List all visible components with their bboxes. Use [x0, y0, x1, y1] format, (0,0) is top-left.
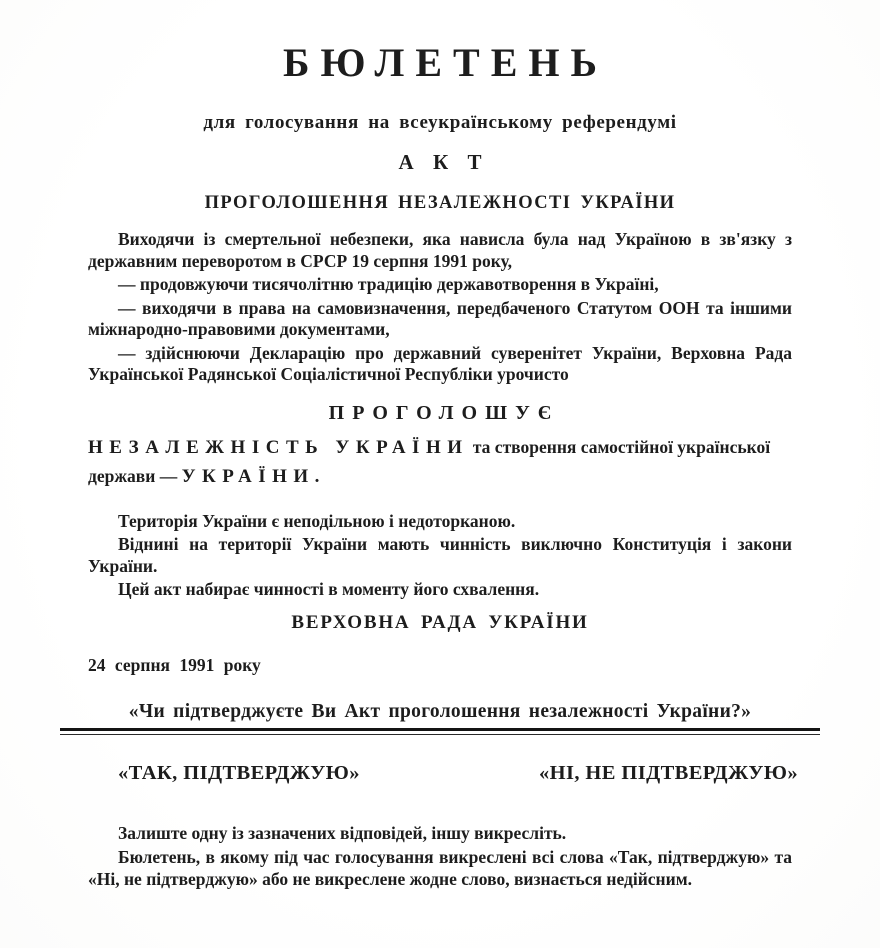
provisions-block	[88, 511, 792, 601]
provision-effective-date: Цей акт набирає чинності в моменту його схвалення.	[118, 579, 540, 599]
clause-self-determination: — виходячи в права на самовизначення, передбаченого Статутом ООН та іншими міжнародно-правовими документами,	[88, 297, 792, 339]
referendum-question: «Чи підтверджуєте Ви Акт проголошення незалежності України?»	[128, 700, 752, 722]
provision-territory: Територія України є неподільною і недоторканою.	[118, 510, 516, 531]
answer-options	[88, 762, 798, 785]
divider-rule	[60, 728, 820, 735]
document-title: БЮЛЕТЕНЬ	[283, 40, 608, 85]
voting-instructions	[88, 823, 792, 891]
proclaims-heading: ПРОГОЛОШУЄ	[328, 401, 560, 424]
answer-no: «НІ, НЕ ПІДТВЕРДЖУЮ»	[538, 761, 798, 784]
ukraine-phrase: УКРАЇНИ.	[181, 465, 326, 487]
date-line: 24 серпня 1991 року	[88, 654, 261, 675]
proclamation-middle-text: та створення самостійної української держави —	[88, 436, 771, 486]
act-body	[88, 229, 792, 386]
proclamation-paragraph	[88, 433, 792, 491]
provision-constitution: Віднині на території України мають чинність виключно Конституція і закони України.	[88, 534, 792, 576]
clause-tradition: — продовжуючи тисячолітню традицію державотворення в Україні,	[118, 274, 659, 294]
document-subtitle: для голосування на всеукраїнському референдумі	[203, 112, 677, 133]
clause-declaration: — здійснюючи Декларацію про державний суверенітет України, Верховна Рада Української Радянської Соціалістичної Республіки урочисто	[88, 342, 792, 384]
independence-phrase: НЕЗАЛЕЖНІСТЬ УКРАЇНИ	[88, 436, 469, 458]
instruction-keep-one: Залиште одну із зазначених відповідей, іншу викресліть.	[118, 822, 567, 843]
signature-line: ВЕРХОВНА РАДА УКРАЇНИ	[291, 611, 589, 633]
act-heading: А К Т	[398, 150, 489, 174]
answer-yes: «ТАК, ПІДТВЕРДЖУЮ»	[118, 761, 360, 784]
preamble-paragraph: Виходячи із смертельної небезпеки, яка нависла була над Україною в зв'язку з державним переворотом в СРСР 19 серпня 1991 року,	[88, 229, 792, 271]
instruction-invalid-ballot: Бюлетень, в якому під час голосування викреслені всі слова «Так, підтверджую» та «Ні, не підтверджую» або не викреслене жодне слово, визнається недійсним.	[88, 847, 792, 889]
act-subheading: ПРОГОЛОШЕННЯ НЕЗАЛЕЖНОСТІ УКРАЇНИ	[204, 193, 676, 213]
